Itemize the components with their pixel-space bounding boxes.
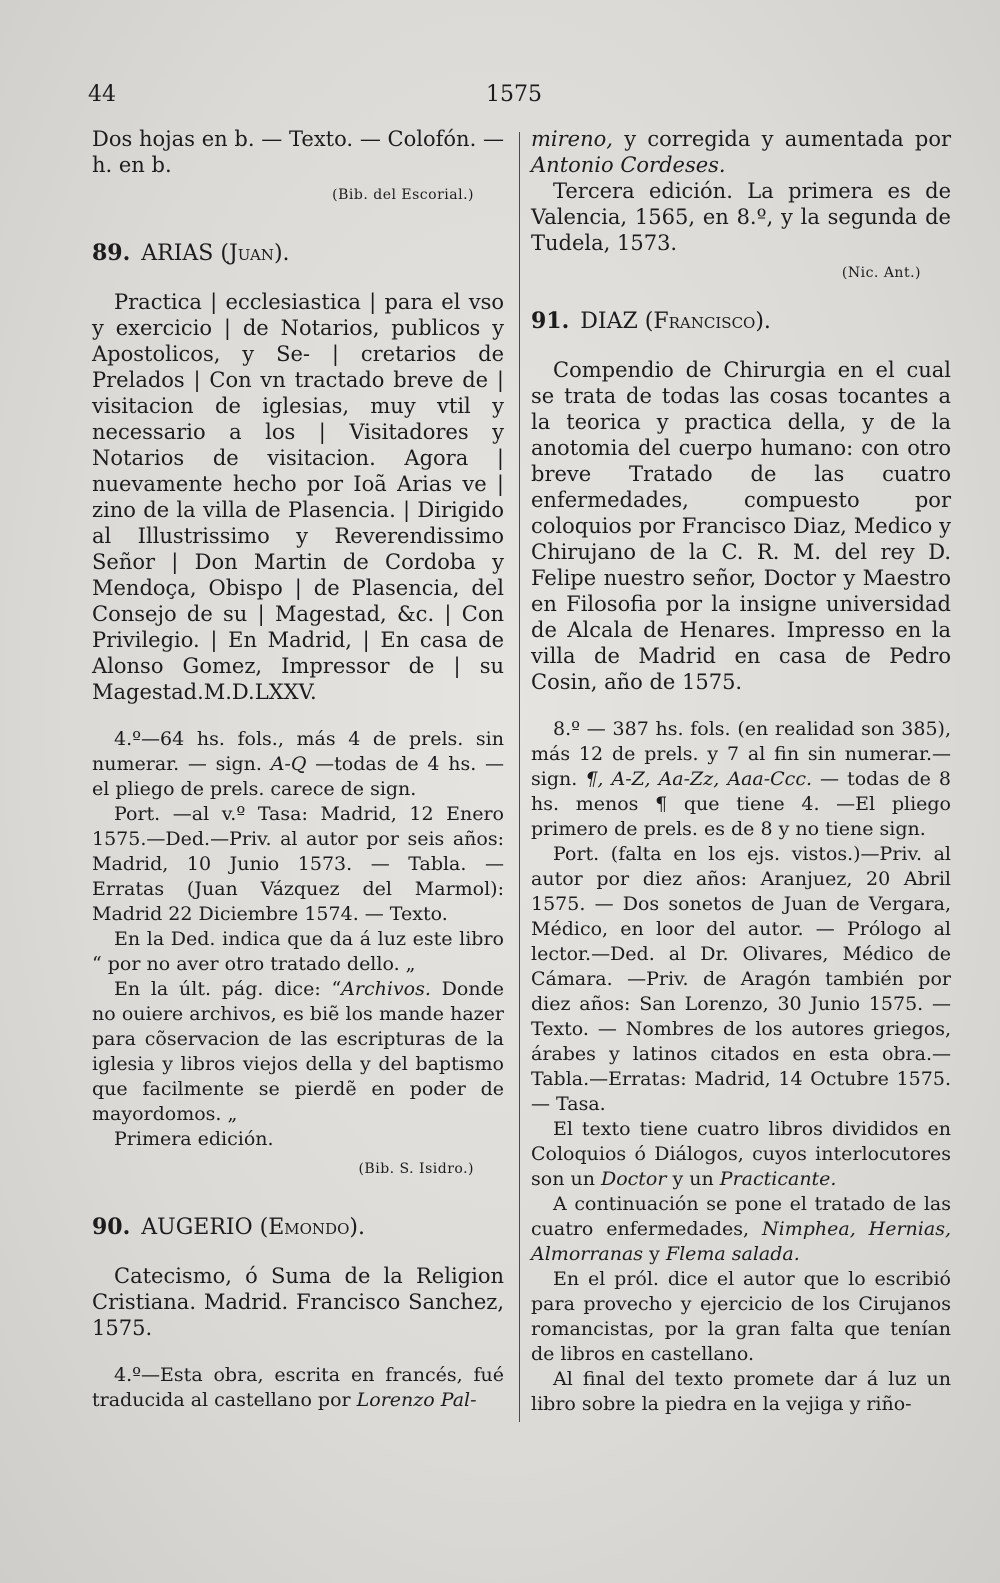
entry-88-source: (Bib. del Escorial.) [332,187,474,203]
entry-88-tail: Dos hojas en b. — Texto. — Colofón. — h. en b. [92,127,504,177]
entry-90-heading: 90. AUGERIO (Emondo). [92,1214,365,1240]
entry-90-continuation: mireno, y corregida y aumentada por Antonio Cordeses. [531,127,951,177]
entry-89-number: 89. [92,240,131,266]
entry-90-given-name: Emondo [268,1215,350,1240]
entry-89-title: Practica | ecclesiastica | para el vso y exercicio | de Notarios, publicos y Apostolicos, y Se- | cretarios de Prelados | Con vn tractado breve de | visitacion de iglesias, muy vtil y necessario a los | Visitadores y Notarios de visitacion. Agora | nuevamente hecho por Ioã Arias ve | zino de la villa de Plasencia. | Dirigido al Illustrissimo y Reverendissimo Señor | Don Martin de Cordoba y Mendoça, Obispo | de Plasencia, del Consejo de su | Magestad, &c. | Con Privilegio. | En Madrid, | En casa de Alonso Gomez, Impressor de | su Magestad.M.D.LXXV. [92,290,504,704]
entry-91-note-diseases: A continuación se pone el tratado de las cuatro enfermedades, Nimphea, Hernias, Almorranas y Flema salada. [531,1193,951,1265]
entry-91-note-final: Al final del texto promete dar á luz un libro sobre la piedra en la vejiga y riño- [531,1368,951,1415]
entry-90-edition: Tercera edición. La primera es de Valencia, 1565, en 8.º, y la segunda de Tudela, 1573. [531,179,951,255]
entry-91-title: Compendio de Chirurgia en el cual se trata de todas las cosas tocantes a la teorica y practica della, y de la anotomia del cuerpo humano: con otro breve Tratado de las cuatro enfermedades, compuesto por coloquios por Francisco Diaz, Medico y Chirujano de la C. R. M. del rey D. Felipe nuestro señor, Doctor y Maestro en Filosofia por la insigne universidad de Alcala de Henares. Impresso en la villa de Madrid en casa de Pedro Cosin, año de 1575. [531,358,951,694]
entry-90-collation: 4.º—Esta obra, escrita en francés, fué traducida al castellano por Lorenzo Pal- [92,1364,504,1411]
entry-89-collation: 4.º—64 hs. fols., más 4 de prels. sin numerar. — sign. A-Q —todas de 4 hs. — el pliego de prels. carece de sign. [92,728,504,800]
entry-91-contents: Port. (falta en los ejs. vistos.)—Priv. al autor por diez años: Aranjuez, 20 Abril 1575. — Dos sonetos de Juan de Vergara, Médico, en loor del autor. — Prólogo al lector.—Ded. al Dr. Olivares, Médico de Cámara. —Priv. de Aragón también por diez años: San Lorenzo, 30 Junio 1575. — Texto. — Nombres de los autores griegos, árabes y latinos citados en esta obra.—Tabla.—Erratas: Madrid, 14 Octubre 1575. — Tasa. [531,843,951,1115]
entry-89-edition: Primera edición. [114,1128,274,1150]
entry-91-note-dialogues: El texto tiene cuatro libros divididos en Coloquios ó Diálogos, cuyos interlocutores son un Doctor y un Practicante. [531,1118,951,1190]
entry-89-author: ARIAS [141,241,214,266]
entry-90-number: 90. [92,1214,131,1240]
entry-89-given-name: Juan [228,241,274,266]
entry-89-note-dedication: En la Ded. indica que da á luz este libro “ por no aver otro tratado dello. „ [92,928,504,975]
entry-91-number: 91. [531,308,570,334]
entry-90-author: AUGERIO [141,1215,253,1240]
entry-91-note-prologue: En el pról. dice el autor que lo escribió para provecho y ejercicio de los Cirujanos romancistas, por la gran falta que tenían de libros en castellano. [531,1268,951,1365]
page-year-heading: 1575 [486,82,542,107]
entry-91-author: DIAZ [580,309,638,334]
entry-89-source: (Bib. S. Isidro.) [358,1161,474,1177]
entry-89-contents: Port. —al v.º Tasa: Madrid, 12 Enero 1575.—Ded.—Priv. al autor por seis años: Madrid, 10 Junio 1573. — Tabla. — Erratas (Juan Vázquez del Marmol): Madrid 22 Diciembre 1574. — Texto. [92,803,504,925]
entry-90-title: Catecismo, ó Suma de la Religion Cristiana. Madrid. Francisco Sanchez, 1575. [92,1264,504,1340]
entry-91-given-name: Francisco [653,309,756,334]
left-column [92,126,504,1413]
right-column [531,126,951,1417]
entry-90-source: (Nic. Ant.) [841,265,921,281]
page-number: 44 [88,82,116,107]
entry-89-note-last-page: En la últ. pág. dice: “Archivos. Donde no ouiere archivos, es biẽ los mande hazer para cõservacion de las escripturas de la iglesia y libros viejos della y del baptismo que facilmente se pierdẽ en poder de mayordomos. „ [92,978,504,1125]
entry-89-heading: 89. ARIAS (Juan). [92,240,290,266]
column-divider [519,132,520,1422]
entry-91-collation: 8.º — 387 hs. fols. (en realidad son 385), más 12 de prels. y 7 al fin sin numerar.— sign. ¶, A-Z, Aa-Zz, Aaa-Ccc. — todas de 8 hs. menos ¶ que tiene 4. —El pliego primero de prels. es de 8 y no tiene sign. [531,718,952,840]
entry-91-heading: 91. DIAZ (Francisco). [531,308,771,334]
